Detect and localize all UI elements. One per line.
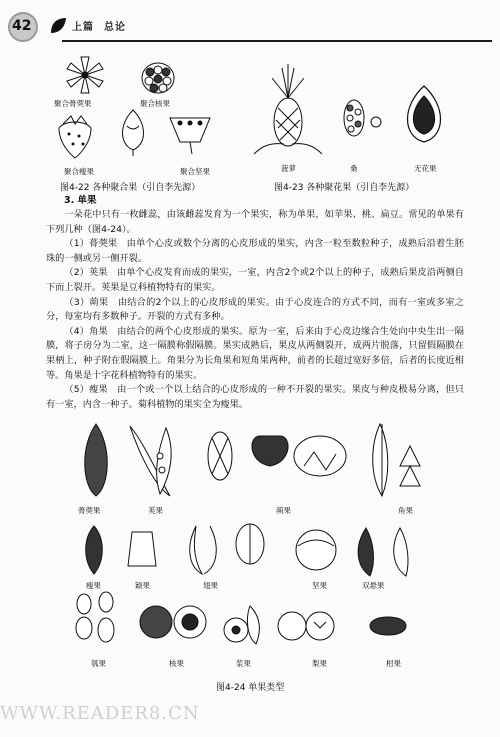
paragraph-4: （3）蒴果 由结合的2个以上的心皮形成的果实。由于心皮连合的方式不同，而有一室或多室之分，每室均有多数种子。开裂的方式有多种。 [46,296,464,323]
leaf-icon [48,16,68,36]
fig24-label-8: 坚果 [312,581,327,590]
fig24-label-2: 荚果 [148,506,163,515]
paragraph-1: 一朵花中只有一枚雌蕊，由该雌蕊发育为一个果实，称为单果，如苹果、桃、扁豆。常见的单果有下列几种（图4-24）。 [46,209,464,235]
header-rule [62,40,492,42]
page-header [0,6,500,42]
fig24-label-7: 翅果 [203,581,218,590]
fig23-label-2: 桑 [350,164,358,173]
paragraph-3: （2）荚果 由单个心皮发育而成的果实，一室，内含2个或2个以上的种子，成熟后果皮沿两侧自下而上裂开。荚果是豆科植物特有的果实。 [46,267,464,293]
figure-4-23-illustration [250,58,470,158]
paragraph-5: （4）角果 由结合的两个心皮形成的果实。原为一室，后来由于心皮边缘合生处向中央生出一隔膜，将子房分为二室，这一隔膜称假隔膜。果实成熟后，果皮从两侧裂开，成两片脱落，只留假隔膜在果柄上，种子附在假隔膜上。角果分为长角果和短角果两种，前者的长超过宽好多倍，后者的长度近相等。角果是十字花科植物特有的果实。 [46,325,464,381]
fig22-label-2: 聚合核果 [140,99,170,108]
part-label: 上篇 [72,22,94,33]
fig22-label-3: 聚合瘦果 [64,167,94,176]
chapter-label: 总论 [104,22,126,33]
paragraph-6: （5）瘦果 由一个或一个以上结合的心皮形成的一种不开裂的果实。果皮与种皮极易分离，但只有一室，内含一种子。菊科植物的果实全为瘦果。 [46,384,464,410]
fig24-label-3: 蒴果 [276,506,291,515]
figure-4-23-caption: 图4-23 各种聚花果（引自李先源） [274,183,415,193]
fig24-label-6: 颖果 [135,581,150,590]
fig24-label-10: 瓠果 [91,659,106,668]
fig23-label-1: 菠萝 [281,164,296,173]
figure-4-24-caption: 图4-24 单果类型 [216,683,285,693]
fig24-label-9: 双悬果 [362,581,385,590]
fig22-label-4: 聚合坚果 [180,167,210,176]
section-title: 3. 单果 [64,195,97,206]
figure-4-22-caption: 图4-22 各种聚合果（引自李先源） [60,183,201,193]
fig23-label-3: 无花果 [414,164,437,173]
section-heading [72,18,136,33]
watermark: WWW.READER8.CN [0,703,200,724]
fig24-label-11: 核果 [169,659,184,668]
fig24-label-1: 蓇葖果 [78,506,101,515]
figure-4-24-illustration [70,416,430,666]
figure-4-22-illustration [50,50,230,180]
fig24-label-13: 梨果 [312,659,327,668]
fig24-label-4: 角果 [398,506,413,515]
fig22-label-1: 聚合蓇葖果 [54,99,92,108]
fig24-label-14: 柑果 [386,659,401,668]
body-text [46,208,464,412]
fig24-label-12: 浆果 [236,659,251,668]
page-number: 42 [12,18,32,34]
paragraph-2: （1）蓇葖果 由单个心皮或数个分离的心皮形成的果实，内含一粒至数粒种子，成熟后沿着生胚珠的一侧或另一侧开裂。 [46,238,464,264]
fig24-label-5: 瘦果 [86,581,101,590]
